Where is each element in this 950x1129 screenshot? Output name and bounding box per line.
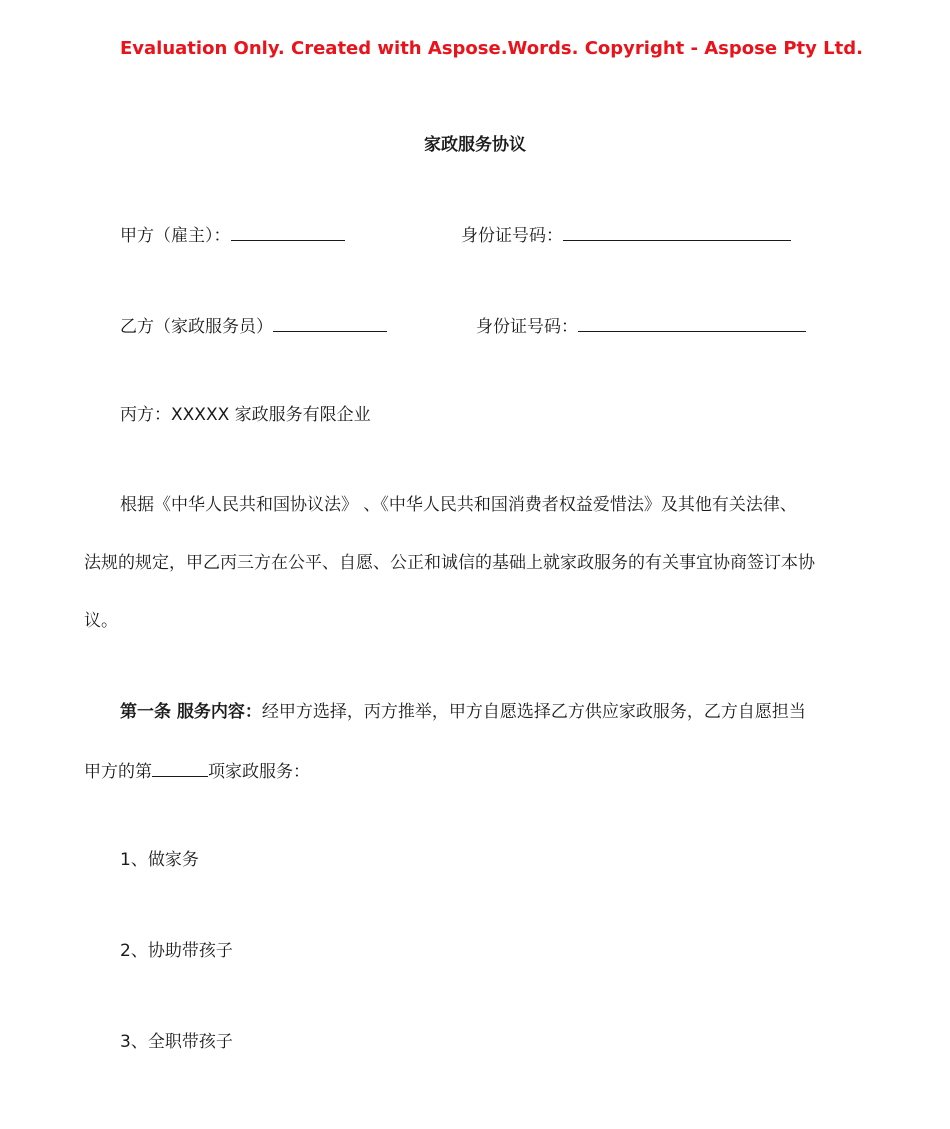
article-1-text: 经甲方选择，丙方推举，甲方自愿选择乙方供应家政服务，乙方自愿担当	[261, 702, 806, 722]
party-a-label: 甲方（雇主）：	[120, 226, 231, 246]
party-a-id-row	[461, 222, 791, 248]
party-c-row: 丙方：XXXXX 家政服务有限企业	[120, 405, 371, 425]
article-1-suffix: 项家政服务：	[208, 762, 310, 782]
evaluation-watermark: Evaluation Only. Created with Aspose.Words. Copyright - Aspose Pty Ltd.	[120, 38, 863, 59]
service-number-blank[interactable]	[152, 758, 208, 777]
service-item-2: 2、协助带孩子	[120, 941, 233, 961]
party-b-row	[120, 313, 387, 339]
party-a-id-label: 身份证号码：	[461, 226, 563, 246]
article-1-heading: 第一条 服务内容：	[120, 702, 262, 722]
service-item-1: 1、做家务	[120, 850, 199, 870]
party-b-label: 乙方（家政服务员）	[120, 317, 273, 337]
party-a-id-blank[interactable]	[563, 222, 791, 241]
article-1-prefix: 甲方的第	[84, 762, 152, 782]
article-1-line-2	[84, 758, 310, 784]
preamble-line-3: 议。	[84, 611, 118, 631]
article-1-line-1	[120, 700, 806, 724]
party-a-name-blank[interactable]	[231, 222, 345, 241]
party-b-id-blank[interactable]	[578, 313, 806, 332]
preamble-line-2: 法规的规定，甲乙丙三方在公平、自愿、公正和诚信的基础上就家政服务的有关事宜协商签订本协	[84, 553, 815, 573]
party-a-row	[120, 222, 345, 248]
service-item-3: 3、全职带孩子	[120, 1032, 233, 1052]
party-b-id-label: 身份证号码：	[476, 317, 578, 337]
preamble-line-1: 根据《中华人民共和国协议法》 、《中华人民共和国消费者权益爱惜法》及其他有关法律、	[120, 495, 797, 515]
party-b-id-row	[476, 313, 806, 339]
document-title: 家政服务协议	[424, 135, 526, 155]
party-b-name-blank[interactable]	[273, 313, 387, 332]
